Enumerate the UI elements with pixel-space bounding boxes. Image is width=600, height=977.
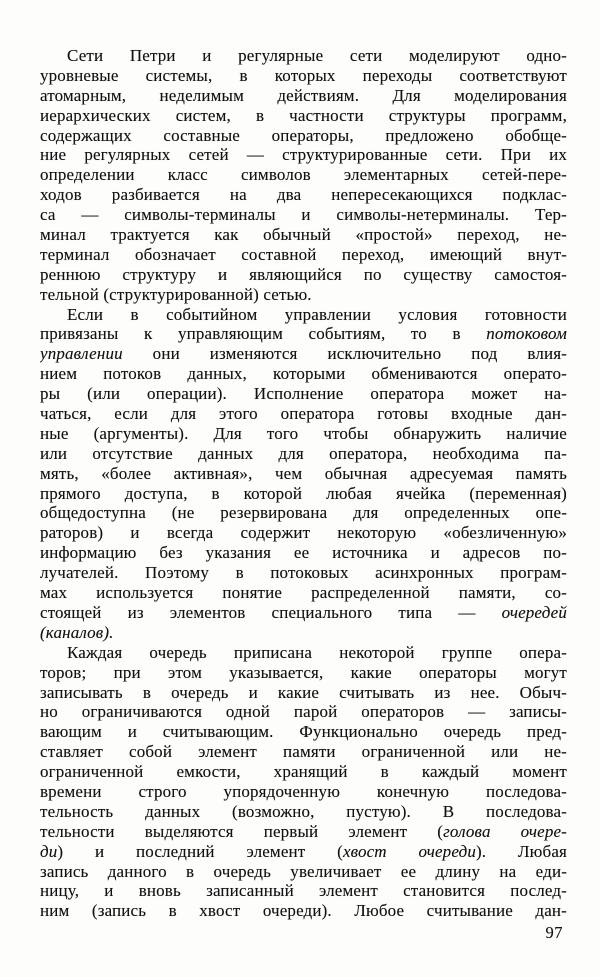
text-line xyxy=(40,344,567,364)
text-line xyxy=(40,523,567,543)
italic-text-segment: ди xyxy=(40,841,58,861)
text-line xyxy=(40,623,567,643)
text-line xyxy=(40,46,567,66)
text-segment: ). Любая xyxy=(476,841,567,861)
italic-text-segment: управлении xyxy=(40,344,123,364)
text-segment: записывать в очередь и какие считывать из нее. Обыч- xyxy=(40,682,567,702)
text-segment: атомарным, неделимым действиям. Для моделирования xyxy=(40,85,567,105)
text-line xyxy=(40,324,567,344)
text-segment: ставляет собой элемент памяти ограниченной или не- xyxy=(40,742,567,762)
text-line xyxy=(40,484,567,504)
text-segment: Каждая очередь приписана некоторой группе опера- xyxy=(67,642,567,662)
text-line xyxy=(40,305,567,325)
text-segment: тельности выделяются первый элемент ( xyxy=(40,821,444,841)
text-line xyxy=(40,742,567,762)
text-segment: привязаны к управляющим событиям, то в xyxy=(40,324,487,344)
text-line xyxy=(40,185,567,205)
text-segment: нием потоков данных, которыми обмениваются операто- xyxy=(40,364,567,384)
text-line xyxy=(40,384,567,404)
paragraph xyxy=(40,305,567,643)
text-segment: прямого доступа, в которой любая ячейка (переменная) xyxy=(40,483,567,503)
text-segment: содержащих составные операторы, предложено обобще- xyxy=(40,125,567,145)
text-line xyxy=(40,702,567,722)
text-line xyxy=(40,802,567,822)
text-line xyxy=(40,245,567,265)
text-segment: мять, «более активная», чем обычная адресуемая память xyxy=(40,463,567,483)
text-segment: ницу, и вновь записанный элемент становится послед- xyxy=(40,881,567,901)
text-line xyxy=(40,643,567,663)
text-segment: мах используется понятие распределенной памяти, со- xyxy=(40,583,567,603)
text-line xyxy=(40,285,567,305)
text-line xyxy=(40,862,567,882)
text-segment: чаться, если для этого оператора готовы входные дан- xyxy=(40,404,567,424)
text-segment: торов; при этом указывается, какие операторы могут xyxy=(40,662,567,682)
text-segment: ние регулярных сетей — структурированные сети. При их xyxy=(40,145,567,165)
text-line xyxy=(40,86,567,106)
text-segment: тельность данных (возможно, пустую). В последова- xyxy=(40,801,567,821)
text-segment: информацию без указания ее источника и адресов по- xyxy=(40,543,567,563)
text-segment: ры (или операции). Исполнение оператора может на- xyxy=(40,384,567,404)
italic-text-segment: потоковом xyxy=(486,324,567,344)
text-segment: раторов) и всегда содержит некоторую «обезличенную» xyxy=(40,523,567,543)
text-line xyxy=(40,205,567,225)
text-segment: но ограничиваются одной парой операторов — записы- xyxy=(40,702,567,722)
text-segment: стоящей из элементов специального типа — xyxy=(40,602,502,622)
text-line xyxy=(40,583,567,603)
text-line xyxy=(40,901,567,921)
text-segment: определении класс символов элементарных сетей-пере- xyxy=(40,165,567,185)
text-segment: ним (запись в хвост очереди). Любое считывание дан- xyxy=(40,901,567,921)
text-line xyxy=(40,225,567,245)
text-line xyxy=(40,126,567,146)
body-text xyxy=(40,46,567,921)
text-line xyxy=(40,881,567,901)
text-line xyxy=(40,66,567,86)
text-line xyxy=(40,364,567,384)
text-segment: реннюю структуру и являющийся по существу самостоя- xyxy=(40,264,567,284)
text-line xyxy=(40,424,567,444)
text-segment: вающим и считывающим. Функционально очередь пред- xyxy=(40,722,567,742)
text-segment: лучателей. Поэтому в потоковых асинхронных програм- xyxy=(40,563,567,583)
text-line xyxy=(40,663,567,683)
text-segment: ограниченной емкости, хранящий в каждый момент xyxy=(40,762,567,782)
text-segment: запись данного в очередь увеличивает ее длину на еди- xyxy=(40,861,567,881)
text-line xyxy=(40,503,567,523)
text-line xyxy=(40,404,567,424)
text-segment: времени строго упорядоченную конечную последова- xyxy=(40,781,567,801)
text-line xyxy=(40,265,567,285)
text-line xyxy=(40,782,567,802)
text-line xyxy=(40,106,567,126)
text-segment: уровневые системы, в которых переходы соответствуют xyxy=(40,65,567,85)
text-line xyxy=(40,762,567,782)
text-segment: или отсутствие данных для оператора, необходима па- xyxy=(40,443,567,463)
text-segment: са — символы-терминалы и символы-нетерминалы. Тер- xyxy=(40,205,567,225)
italic-text-segment: (каналов). xyxy=(40,622,114,642)
text-segment: тельной (структурированной) сетью. xyxy=(40,284,312,304)
page-number: 97 xyxy=(545,923,563,942)
text-segment: терминал обозначает составной переход, имеющий внут- xyxy=(40,244,567,264)
italic-text-segment: очередей xyxy=(501,602,567,622)
text-line xyxy=(40,822,567,842)
text-segment: ) и последний элемент ( xyxy=(57,841,343,861)
text-segment: они изменяются исключительно под влия- xyxy=(122,344,567,364)
paragraph xyxy=(40,46,567,305)
text-segment: Если в событийном управлении условия готовности xyxy=(67,304,567,324)
text-line xyxy=(40,722,567,742)
text-segment: минал трактуется как обычный «простой» переход, не- xyxy=(40,225,567,245)
text-line xyxy=(40,145,567,165)
paragraph xyxy=(40,643,567,921)
text-segment: общедоступна (не резервирована для определенных опе- xyxy=(40,503,567,523)
text-line xyxy=(40,842,567,862)
text-line xyxy=(40,165,567,185)
text-line xyxy=(40,683,567,703)
text-segment: ные (аргументы). Для того чтобы обнаружить наличие xyxy=(40,423,567,443)
text-segment: иерархических систем, в частности структуры программ, xyxy=(40,105,567,125)
text-line xyxy=(40,563,567,583)
text-line xyxy=(40,543,567,563)
text-segment: Сети Петри и регулярные сети моделируют одно- xyxy=(67,46,567,65)
italic-text-segment: голова очере- xyxy=(443,821,567,841)
text-segment: ходов разбивается на два непересекающихся подклас- xyxy=(40,185,567,205)
text-line xyxy=(40,464,567,484)
text-line xyxy=(40,603,567,623)
italic-text-segment: хвост очереди xyxy=(342,841,476,861)
text-line xyxy=(40,444,567,464)
